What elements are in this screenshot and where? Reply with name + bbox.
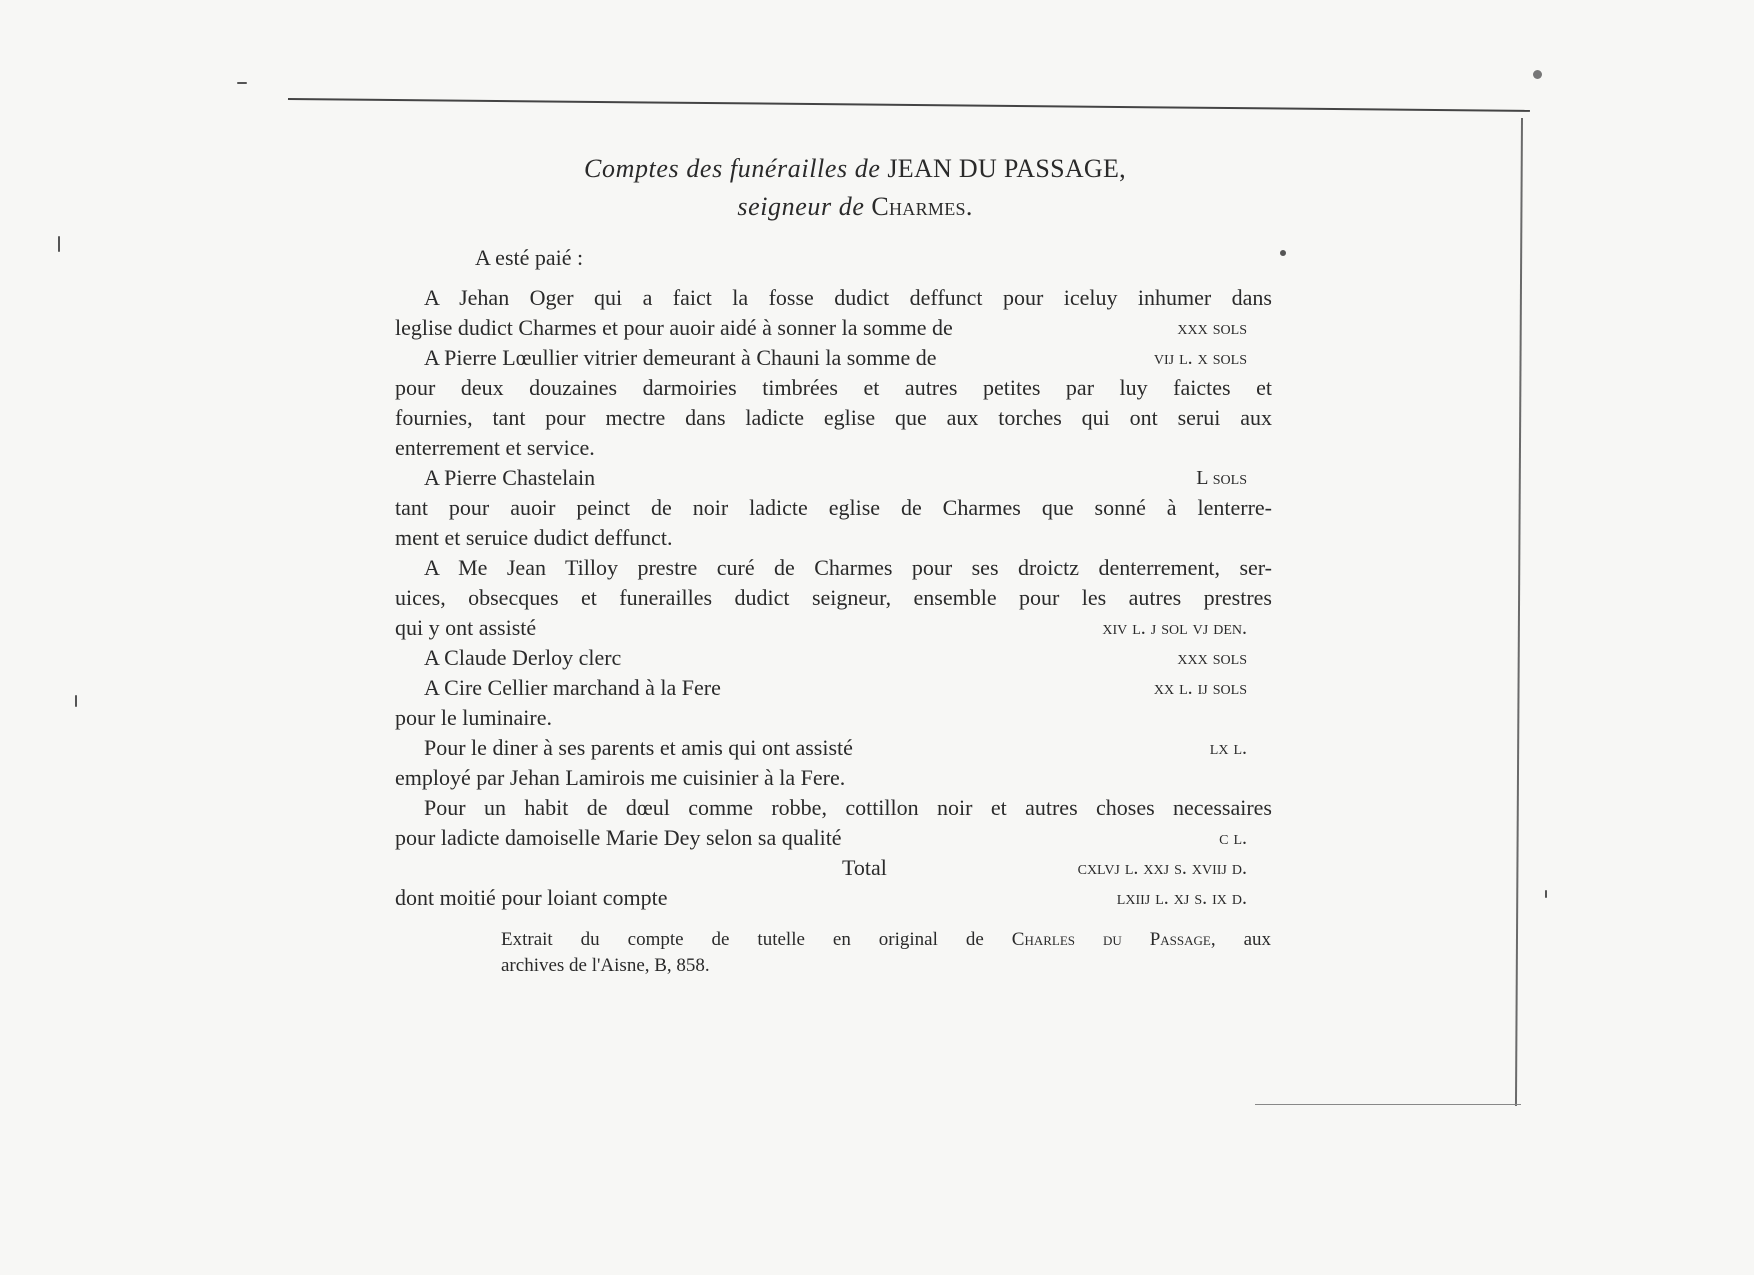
source-note: [501, 927, 1271, 979]
entry-line: A Claude Derloy clerc: [424, 645, 622, 670]
half-row: [395, 883, 1275, 913]
entry-amount: lx l.: [1209, 737, 1247, 759]
entry-line: Pour le diner à ses parents et amis qui ont assisté: [424, 735, 853, 760]
entry-line: leglise dudict Charmes et pour auoir aidé à sonner la somme de: [395, 315, 953, 340]
entry-amount: xx l. ij sols: [1153, 677, 1247, 699]
document-body: [395, 150, 1275, 979]
title-name: JEAN DU PASSAGE,: [887, 154, 1126, 183]
account-entry: [395, 283, 1275, 343]
entry-line: fournies, tant pour mectre dans ladicte eglise que aux torches qui ont serui aux: [395, 405, 1272, 430]
ink-speck: [1545, 890, 1547, 898]
entry-amount: L sols: [1196, 467, 1247, 489]
entry-amount: vij l. x sols: [1153, 347, 1247, 369]
account-entry: [395, 553, 1275, 643]
account-entry: [395, 733, 1275, 793]
entry-amount: xiv l. j sol vj den.: [1102, 617, 1247, 639]
title-italic-2: seigneur de: [737, 192, 865, 221]
entry-line: A Jehan Oger qui a faict la fosse dudict deffunct pour iceluy inhumer dans: [424, 285, 1272, 310]
entry-line: pour le luminaire.: [395, 705, 553, 730]
ink-speck: [1533, 70, 1542, 79]
ink-speck: [58, 236, 60, 252]
source-line-2: archives de l'Aisne, B, 858.: [501, 955, 710, 976]
entry-line: enterrement et service.: [395, 435, 595, 460]
entry-amount: xxx sols: [1177, 317, 1247, 339]
total-amount: cxlvj l. xxj s. xviij d.: [1077, 857, 1247, 879]
half-amount: lxiij l. xj s. ix d.: [1116, 887, 1247, 909]
account-entry: [395, 673, 1275, 733]
entry-line: A Pierre Chastelain: [424, 465, 596, 490]
entry-line: pour deux douzaines darmoiries timbrées et autres petites par luy faictes et: [395, 375, 1272, 400]
account-entry: [395, 643, 1275, 673]
source-name: Charles du Passage,: [1011, 929, 1216, 950]
totals-block: [395, 853, 1275, 913]
entry-amount: xxx sols: [1177, 647, 1247, 669]
half-label: dont moitié pour loiant compte: [395, 885, 668, 910]
frame-top-rule: [288, 98, 1530, 112]
entry-line: A Pierre Lœullier vitrier demeurant à Chauni la somme de: [424, 345, 937, 370]
entry-line: employé par Jehan Lamirois me cuisinier à la Fere.: [395, 765, 846, 790]
entry-line: tant pour auoir peinct de noir ladicte eglise de Charmes que sonné à lenterre-: [395, 495, 1272, 520]
intro-text: A esté paié :: [475, 245, 584, 270]
total-label: Total: [842, 855, 887, 880]
frame-right-rule: [1515, 118, 1523, 1106]
source-line-1: Extrait du compte de tutelle en original de: [501, 929, 984, 950]
entries-list: [395, 283, 1275, 853]
title-place: Charmes.: [871, 192, 973, 221]
account-entry: [395, 343, 1275, 463]
title-italic: Comptes des funérailles de: [584, 154, 881, 183]
entry-amount: c l.: [1219, 827, 1247, 849]
total-row: [395, 853, 1275, 883]
entry-line: uices, obsecques et funerailles dudict seigneur, ensemble pour les autres prestres: [395, 585, 1272, 610]
entry-line: A Cire Cellier marchand à la Fere: [424, 675, 721, 700]
entry-line: Pour un habit de dœul comme robbe, cottillon noir et autres choses necessaires: [424, 795, 1272, 820]
account-entry: [395, 463, 1275, 553]
entry-line: qui y ont assisté: [395, 615, 537, 640]
ink-speck: [75, 695, 77, 707]
entry-line: pour ladicte damoiselle Marie Dey selon sa qualité: [395, 825, 842, 850]
account-entry: [395, 793, 1275, 853]
source-tail: aux: [1243, 929, 1271, 950]
ink-speck: [237, 82, 247, 84]
entry-line: A Me Jean Tilloy prestre curé de Charmes pour ses droictz denterrement, ser-: [424, 555, 1272, 580]
document-title: [435, 150, 1275, 226]
entry-line: ment et seruice dudict deffunct.: [395, 525, 673, 550]
ink-speck: [1280, 250, 1286, 256]
frame-bottom-rule: [1255, 1104, 1521, 1105]
